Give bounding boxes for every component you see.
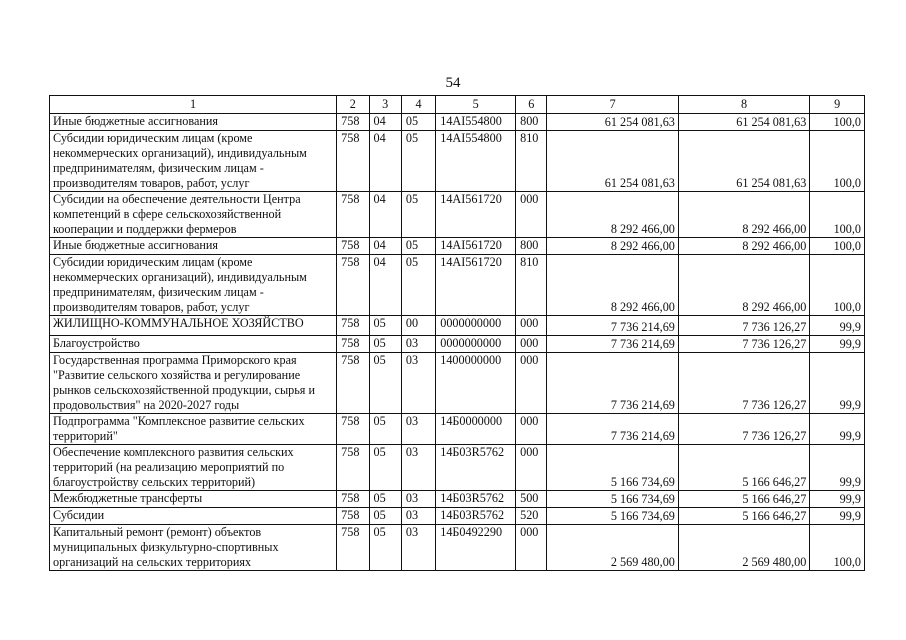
row-name: Субсидии: [50, 508, 337, 525]
row-actual-amount: 2 569 480,00: [678, 525, 809, 571]
table-row: [50, 508, 865, 525]
row-section: 04: [369, 238, 401, 255]
row-actual-amount: 5 166 646,27: [678, 445, 809, 491]
table-row: [50, 114, 865, 131]
column-header-1: 1: [50, 96, 337, 114]
row-admin-code: 758: [337, 414, 369, 445]
row-actual-amount: 5 166 646,27: [678, 508, 809, 525]
row-name: Благоустройство: [50, 336, 337, 353]
budget-table: [49, 95, 865, 571]
row-planned-amount: 7 736 214,69: [547, 316, 678, 336]
row-section: 05: [369, 525, 401, 571]
row-expense-type: 000: [516, 525, 547, 571]
row-expense-type: 500: [516, 491, 547, 508]
table-row: [50, 192, 865, 238]
row-actual-amount: 8 292 466,00: [678, 255, 809, 316]
row-expense-type: 000: [516, 192, 547, 238]
row-planned-amount: 8 292 466,00: [547, 255, 678, 316]
row-subsection: 03: [401, 508, 435, 525]
row-percent: 99,9: [810, 491, 865, 508]
row-name: Субсидии на обеспечение деятельности Центра компетенций в сфере сельскохозяйственной кооперации и поддержки фермеров: [50, 192, 337, 238]
row-percent: 100,0: [810, 255, 865, 316]
row-name: Обеспечение комплексного развития сельских территорий (на реализацию мероприятий по благоустройству сельских территорий): [50, 445, 337, 491]
row-target-article: 14Б0492290: [436, 525, 516, 571]
column-header-8: 8: [678, 96, 809, 114]
row-percent: 99,9: [810, 508, 865, 525]
row-actual-amount: 8 292 466,00: [678, 192, 809, 238]
row-subsection: 05: [401, 255, 435, 316]
row-planned-amount: 5 166 734,69: [547, 491, 678, 508]
row-name: Субсидии юридическим лицам (кроме некоммерческих организаций), индивидуальным предпринимателям, физическим лицам - производителям товаров, работ, услуг: [50, 131, 337, 192]
row-expense-type: 800: [516, 238, 547, 255]
row-expense-type: 800: [516, 114, 547, 131]
row-target-article: 14Б03R5762: [436, 491, 516, 508]
row-target-article: 0000000000: [436, 316, 516, 336]
row-section: 05: [369, 414, 401, 445]
row-expense-type: 000: [516, 353, 547, 414]
column-header-9: 9: [810, 96, 865, 114]
table-row: [50, 525, 865, 571]
row-expense-type: 000: [516, 316, 547, 336]
row-section: 04: [369, 255, 401, 316]
row-actual-amount: 5 166 646,27: [678, 491, 809, 508]
row-percent: 100,0: [810, 131, 865, 192]
row-actual-amount: 7 736 126,27: [678, 316, 809, 336]
row-subsection: 03: [401, 414, 435, 445]
row-admin-code: 758: [337, 445, 369, 491]
row-target-article: 14Б03R5762: [436, 445, 516, 491]
row-admin-code: 758: [337, 255, 369, 316]
row-planned-amount: 61 254 081,63: [547, 114, 678, 131]
column-header-6: 6: [516, 96, 547, 114]
row-planned-amount: 61 254 081,63: [547, 131, 678, 192]
row-section: 05: [369, 336, 401, 353]
row-planned-amount: 7 736 214,69: [547, 353, 678, 414]
row-percent: 100,0: [810, 238, 865, 255]
column-header-4: 4: [401, 96, 435, 114]
row-admin-code: 758: [337, 353, 369, 414]
row-section: 04: [369, 131, 401, 192]
row-planned-amount: 5 166 734,69: [547, 508, 678, 525]
table-row: [50, 353, 865, 414]
row-planned-amount: 8 292 466,00: [547, 238, 678, 255]
table-row: [50, 131, 865, 192]
row-actual-amount: 8 292 466,00: [678, 238, 809, 255]
row-percent: 100,0: [810, 192, 865, 238]
row-expense-type: 000: [516, 414, 547, 445]
row-target-article: 14Б03R5762: [436, 508, 516, 525]
row-actual-amount: 61 254 081,63: [678, 131, 809, 192]
table-row: [50, 414, 865, 445]
row-name: Капитальный ремонт (ремонт) объектов муниципальных физкультурно-спортивных организаций на сельских территориях: [50, 525, 337, 571]
table-row: [50, 255, 865, 316]
row-name: Подпрограмма "Комплексное развитие сельских территорий": [50, 414, 337, 445]
row-subsection: 05: [401, 131, 435, 192]
row-subsection: 05: [401, 114, 435, 131]
row-target-article: 14AI561720: [436, 255, 516, 316]
row-name: Субсидии юридическим лицам (кроме некоммерческих организаций), индивидуальным предпринимателям, физическим лицам - производителям товаров, работ, услуг: [50, 255, 337, 316]
row-name: Межбюджетные трансферты: [50, 491, 337, 508]
table-row: [50, 238, 865, 255]
row-target-article: 0000000000: [436, 336, 516, 353]
row-admin-code: 758: [337, 192, 369, 238]
row-admin-code: 758: [337, 525, 369, 571]
row-admin-code: 758: [337, 336, 369, 353]
row-expense-type: 810: [516, 255, 547, 316]
table-row: [50, 445, 865, 491]
row-admin-code: 758: [337, 114, 369, 131]
row-admin-code: 758: [337, 316, 369, 336]
row-expense-type: 000: [516, 445, 547, 491]
row-expense-type: 520: [516, 508, 547, 525]
column-header-3: 3: [369, 96, 401, 114]
row-percent: 100,0: [810, 114, 865, 131]
row-subsection: 05: [401, 238, 435, 255]
row-percent: 99,9: [810, 414, 865, 445]
row-percent: 99,9: [810, 353, 865, 414]
row-admin-code: 758: [337, 131, 369, 192]
row-section: 05: [369, 445, 401, 491]
header-row: [50, 96, 865, 114]
row-target-article: 14AI561720: [436, 192, 516, 238]
table-row: [50, 316, 865, 336]
row-target-article: 14AI561720: [436, 238, 516, 255]
row-actual-amount: 7 736 126,27: [678, 336, 809, 353]
column-header-5: 5: [436, 96, 516, 114]
row-name: ЖИЛИЩНО-КОММУНАЛЬНОЕ ХОЗЯЙСТВО: [50, 316, 337, 336]
row-percent: 99,9: [810, 336, 865, 353]
row-subsection: 03: [401, 525, 435, 571]
row-planned-amount: 8 292 466,00: [547, 192, 678, 238]
row-section: 04: [369, 114, 401, 131]
table-row: [50, 491, 865, 508]
row-expense-type: 810: [516, 131, 547, 192]
row-subsection: 03: [401, 336, 435, 353]
row-admin-code: 758: [337, 508, 369, 525]
row-actual-amount: 7 736 126,27: [678, 414, 809, 445]
row-percent: 99,9: [810, 316, 865, 336]
row-target-article: 14AI554800: [436, 114, 516, 131]
row-planned-amount: 7 736 214,69: [547, 336, 678, 353]
row-section: 05: [369, 353, 401, 414]
row-subsection: 05: [401, 192, 435, 238]
row-percent: 100,0: [810, 525, 865, 571]
row-percent: 99,9: [810, 445, 865, 491]
row-subsection: 03: [401, 491, 435, 508]
row-section: 05: [369, 491, 401, 508]
row-expense-type: 000: [516, 336, 547, 353]
page-number: 54: [445, 75, 461, 91]
row-name: Иные бюджетные ассигнования: [50, 238, 337, 255]
row-section: 05: [369, 316, 401, 336]
row-target-article: 14AI554800: [436, 131, 516, 192]
row-section: 05: [369, 508, 401, 525]
row-target-article: 1400000000: [436, 353, 516, 414]
row-target-article: 14Б0000000: [436, 414, 516, 445]
row-name: Государственная программа Приморского края "Развитие сельского хозяйства и регулирование рынков сельскохозяйственной продукции, сырья и продовольствия" на 2020-2027 годы: [50, 353, 337, 414]
row-actual-amount: 7 736 126,27: [678, 353, 809, 414]
row-subsection: 03: [401, 445, 435, 491]
row-section: 04: [369, 192, 401, 238]
row-admin-code: 758: [337, 238, 369, 255]
row-planned-amount: 7 736 214,69: [547, 414, 678, 445]
table-row: [50, 336, 865, 353]
table-body: [50, 114, 865, 571]
row-planned-amount: 5 166 734,69: [547, 445, 678, 491]
row-admin-code: 758: [337, 491, 369, 508]
column-header-7: 7: [547, 96, 678, 114]
row-name: Иные бюджетные ассигнования: [50, 114, 337, 131]
row-subsection: 00: [401, 316, 435, 336]
row-planned-amount: 2 569 480,00: [547, 525, 678, 571]
column-header-2: 2: [337, 96, 369, 114]
row-actual-amount: 61 254 081,63: [678, 114, 809, 131]
row-subsection: 03: [401, 353, 435, 414]
